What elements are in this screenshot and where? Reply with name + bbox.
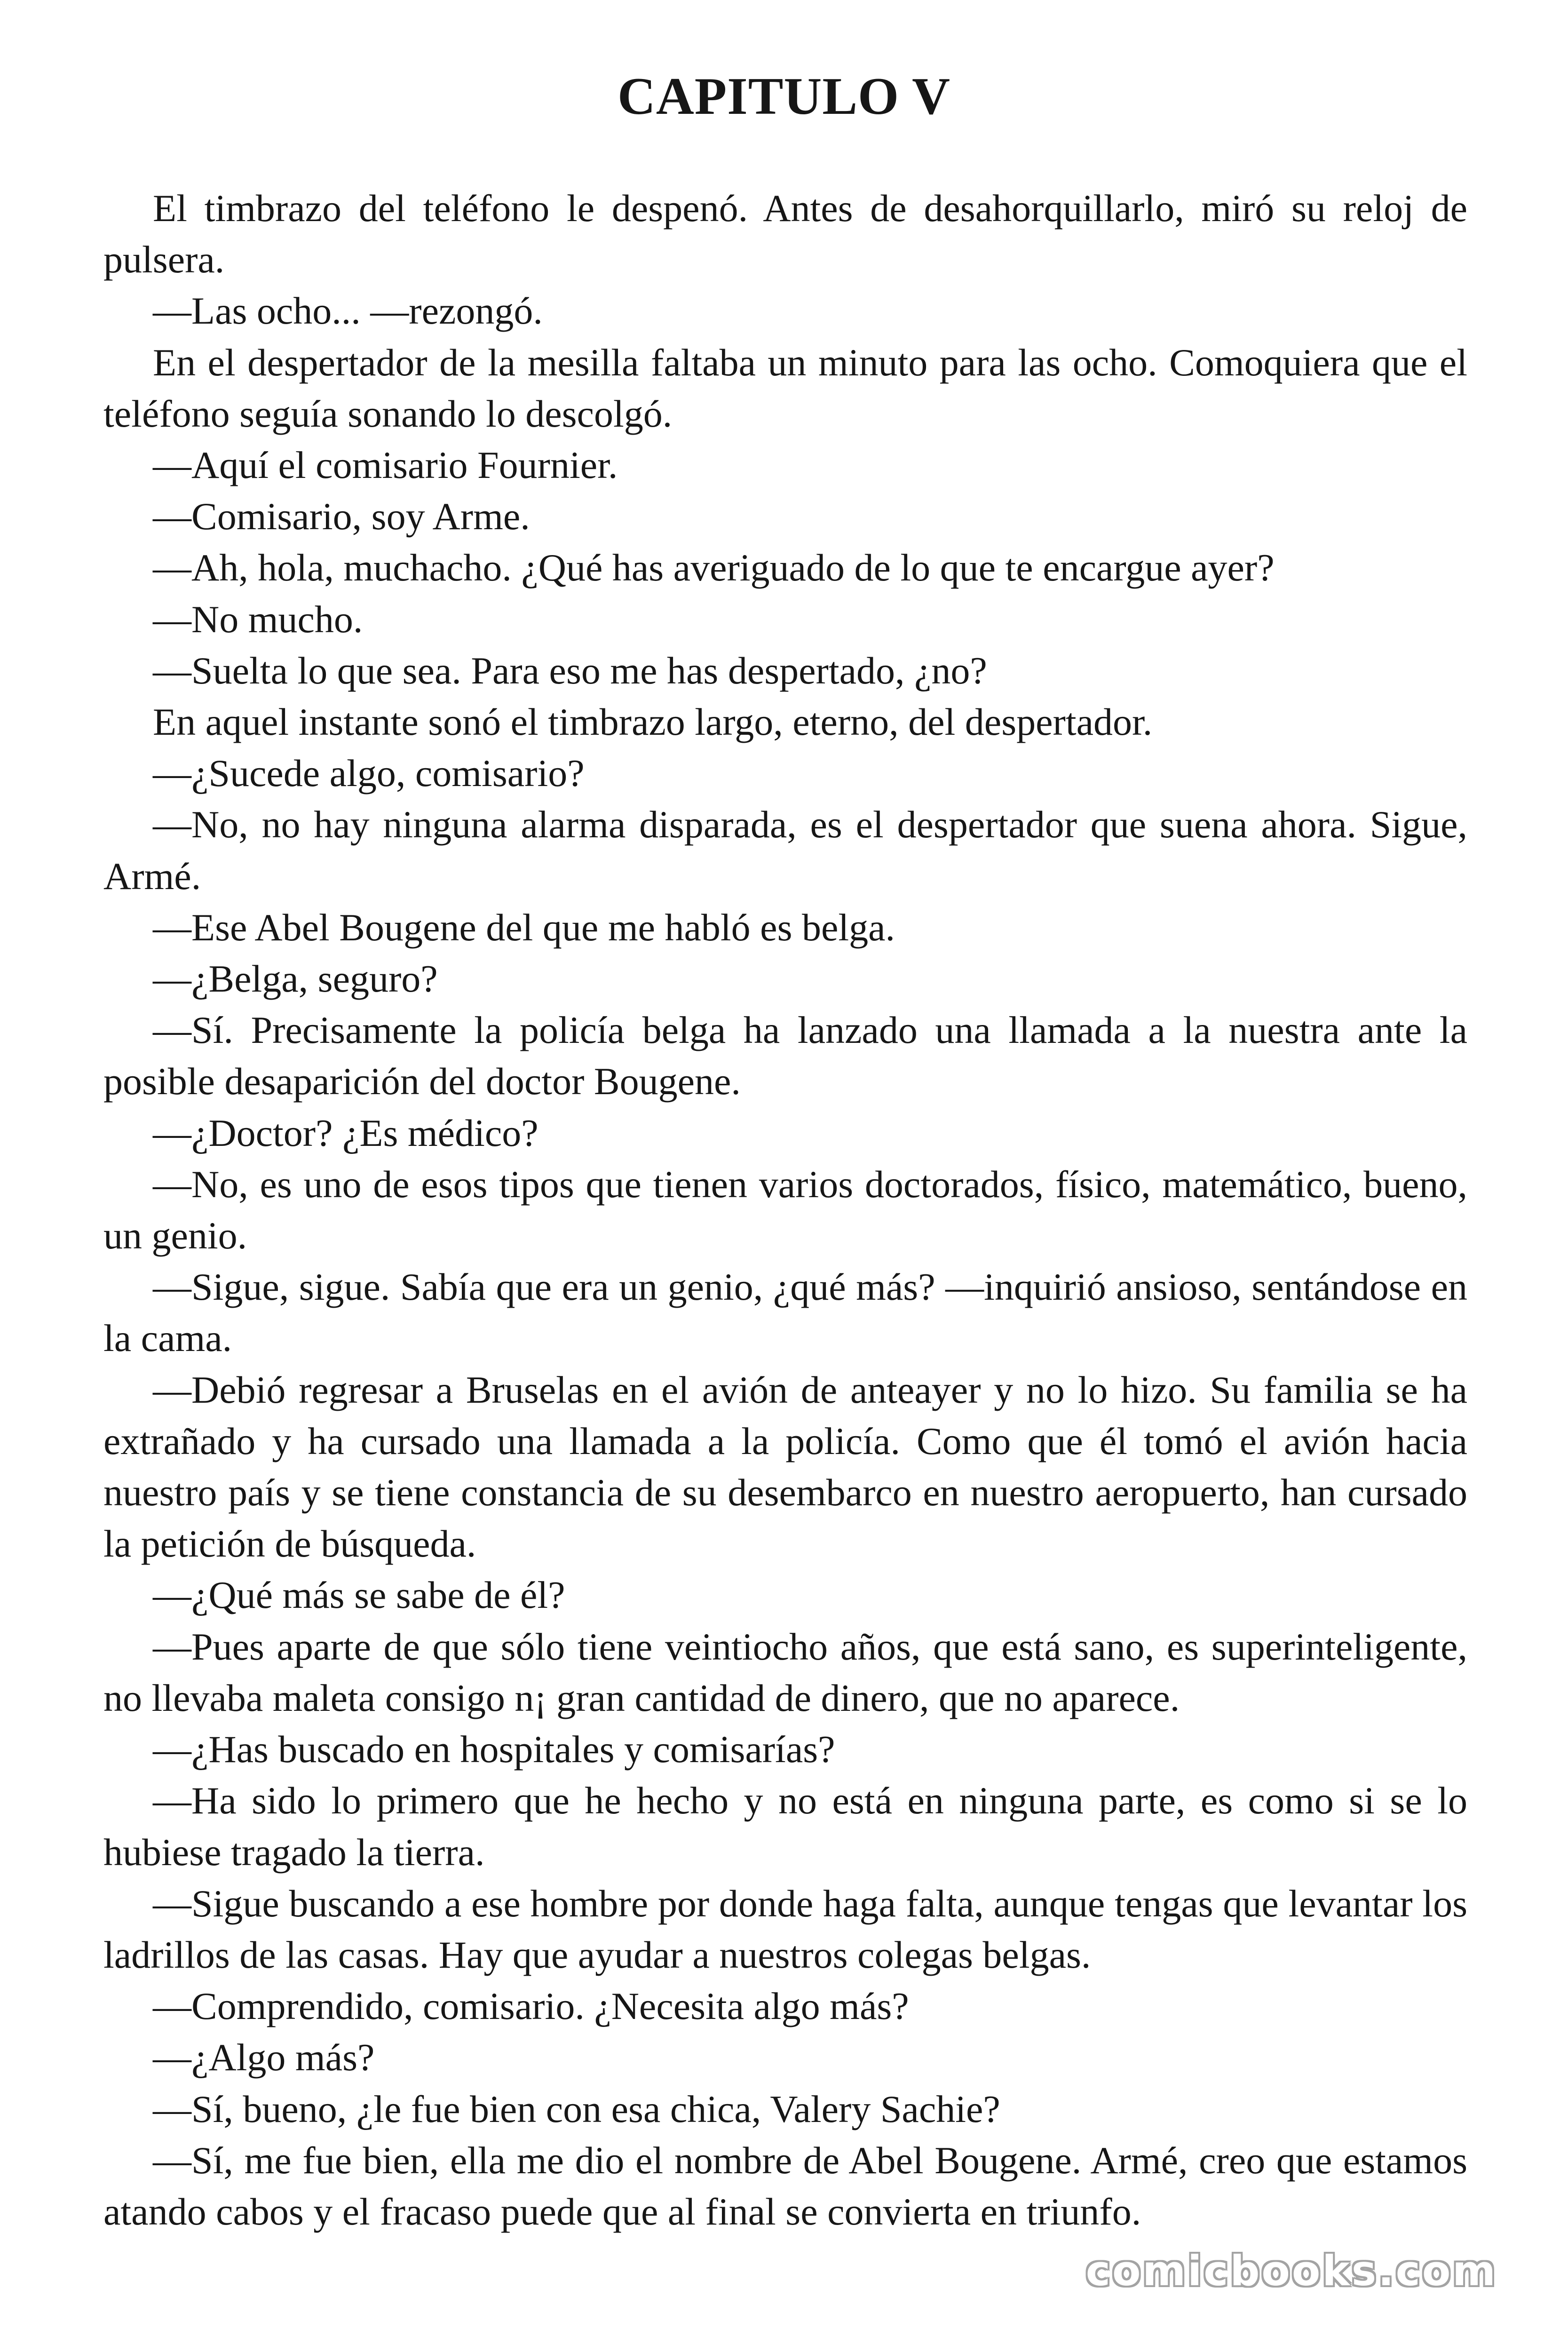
paragraph: —Comisario, soy Arme. (153, 495, 530, 538)
paragraph: —¿Doctor? ¿Es médico? (153, 1111, 539, 1154)
paragraph: —¿Qué más se sabe de él? (153, 1573, 565, 1617)
paragraph: En el despertador de la mesilla faltaba un minuto para las ocho. Comoquiera que el teléfono seguía sonando lo descolgó. (103, 341, 1467, 435)
paragraph: —Aquí el comisario Fournier. (153, 444, 618, 487)
paragraph: —Sigue, sigue. Sabía que era un genio, ¿qué más? —inquirió ansioso, sentándose en la cama. (103, 1265, 1467, 1360)
paragraph: —Comprendido, comisario. ¿Necesita algo más? (153, 1985, 909, 2028)
paragraph: —Sí, bueno, ¿le fue bien con esa chica, Valery Sachie? (153, 2087, 1000, 2130)
chapter-title: CAPITULO V (617, 67, 951, 126)
paragraph: —Debió regresar a Bruselas en el avión de anteayer y no lo hizo. Su familia se ha extrañado y ha cursado una llamada a la policía. Como que él tomó el avión hacia nuestro país y se tiene constancia de su desembarco en nuestro aeropuerto, han cursado la petición de búsqueda. (103, 1368, 1467, 1565)
paragraph: —Pues aparte de que sólo tiene veintiocho años, que está sano, es superinteligente, no llevaba maleta consigo n¡ gran cantidad de dinero, que no aparece. (103, 1625, 1467, 1719)
paragraph: —¿Sucede algo, comisario? (153, 752, 585, 795)
paragraph: —¿Belga, seguro? (153, 957, 438, 1001)
paragraph: —Sigue buscando a ese hombre por donde haga falta, aunque tengas que levantar los ladrillos de las casas. Hay que ayudar a nuestros colegas belgas. (103, 1882, 1467, 1976)
paragraph: —No mucho. (153, 597, 363, 641)
paragraph: —Ha sido lo primero que he hecho y no está en ninguna parte, es como si se lo hubiese tragado la tierra. (103, 1779, 1467, 1874)
paragraph: —Sí, me fue bien, ella me dio el nombre de Abel Bougene. Armé, creo que estamos atando cabos y el fracaso puede que al final se convierta en triunfo. (103, 2138, 1467, 2233)
paragraph: En aquel instante sonó el timbrazo largo, eterno, del despertador. (153, 700, 1153, 744)
watermark: comicbooks.com (1085, 2247, 1497, 2295)
paragraph: —Sí. Precisamente la policía belga ha lanzado una llamada a la nuestra ante la posible desaparición del doctor Bougene. (103, 1009, 1467, 1103)
paragraph: —No, no hay ninguna alarma disparada, es el despertador que suena ahora. Sigue, Armé. (103, 803, 1467, 898)
paragraph: —No, es uno de esos tipos que tienen varios doctorados, físico, matemático, bueno, un genio. (103, 1162, 1467, 1257)
paragraph: —Ese Abel Bougene del que me habló es belga. (153, 906, 895, 949)
paragraph: —Suelta lo que sea. Para eso me has despertado, ¿no? (153, 649, 987, 692)
paragraph: —Ah, hola, muchacho. ¿Qué has averiguado de lo que te encargue ayer? (153, 546, 1275, 589)
paragraph: El timbrazo del teléfono le despenó. Antes de desahorquillarlo, miró su reloj de pulsera. (103, 187, 1467, 281)
paragraph: —Las ocho... —rezongó. (153, 289, 543, 333)
body-text (103, 183, 1467, 2237)
paragraph: —¿Has buscado en hospitales y comisarías? (153, 1728, 835, 1771)
paragraph: —¿Algo más? (153, 2036, 375, 2079)
